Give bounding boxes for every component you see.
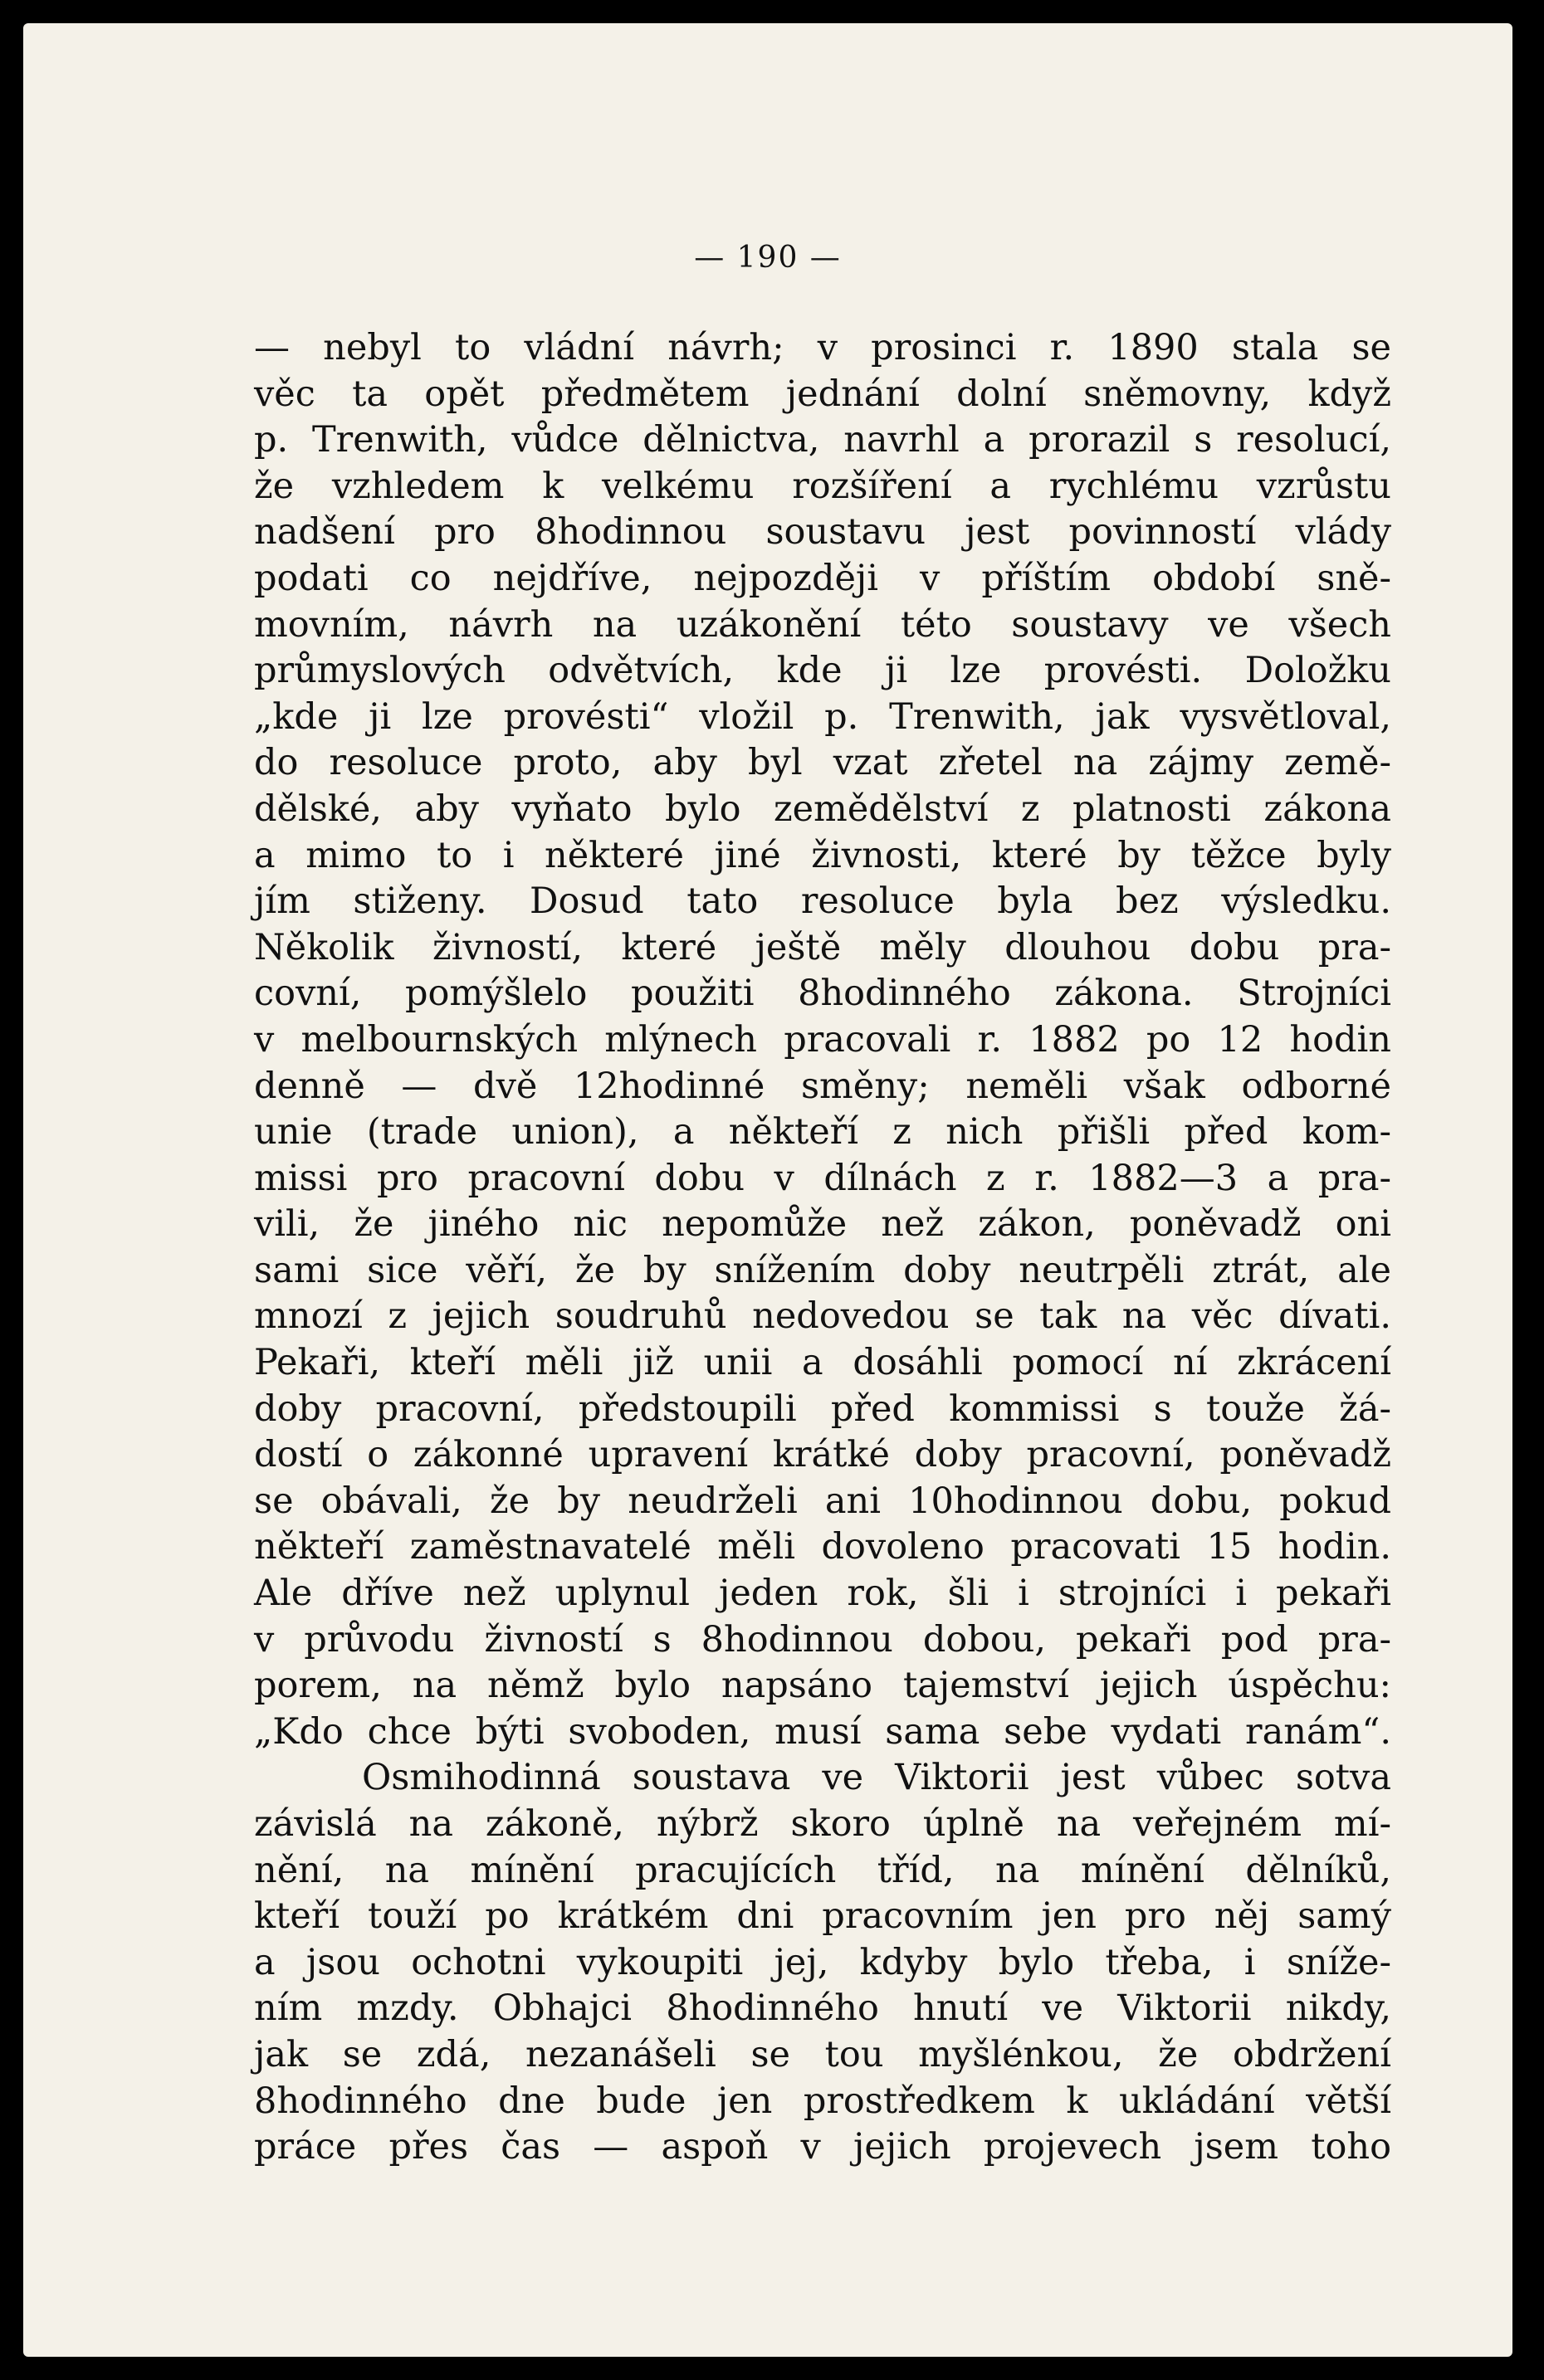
text-line: práce přes čas — aspoň v jejich projevech jsem toho [254, 2126, 1391, 2168]
text-line: v průvodu živností s 8hodinnou dobou, pekaři pod pra- [254, 1618, 1391, 1661]
text-line: věc ta opět předmětem jednání dolní sněmovny, když [254, 373, 1391, 415]
text-line: sami sice věří, že by snížením doby neutrpěli ztrát, ale [254, 1249, 1391, 1291]
text-line: jak se zdá, nezanášeli se tou myšlénkou, že obdržení [254, 2033, 1391, 2075]
text-line: 8hodinného dne bude jen prostředkem k ukládání větší [254, 2080, 1391, 2122]
text-line: někteří zaměstnavatelé měli dovoleno pracovati 15 hodin. [254, 1526, 1391, 1568]
text-line: do resoluce proto, aby byl vzat zřetel na zájmy země- [254, 742, 1391, 784]
text-line: se obávali, že by neudrželi ani 10hodinnou dobu, pokud [254, 1480, 1391, 1522]
text-line: podati co nejdříve, nejpozději v příštím období sně- [254, 557, 1391, 599]
text-line: jím stiženy. Dosud tato resoluce byla bez výsledku. [254, 880, 1391, 923]
text-line: závislá na zákoně, nýbrž skoro úplně na veřejném mí- [254, 1803, 1391, 1845]
text-line: Osmihodinná soustava ve Viktorii jest vůbec sotva [362, 1757, 1391, 1799]
text-line: kteří touží po krátkém dni pracovním jen pro něj samý [254, 1895, 1391, 1938]
text-line: vili, že jiného nic nepomůže než zákon, poněvadž oni [254, 1203, 1391, 1246]
text-line: ním mzdy. Obhajci 8hodinného hnutí ve Viktorii nikdy, [254, 1987, 1391, 2030]
text-line: unie (trade union), a někteří z nich přišli před kom- [254, 1111, 1391, 1153]
text-line: nění, na mínění pracujících tříd, na mínění dělníků, [254, 1849, 1391, 1891]
page-number: — 190 — [694, 241, 842, 275]
text-line: v melbournských mlýnech pracovali r. 1882 po 12 hodin [254, 1018, 1391, 1061]
text-line: denně — dvě 12hodinné směny; neměli však odborné [254, 1065, 1391, 1107]
text-line: dělské, aby vyňato bylo zemědělství z platnosti zákona [254, 788, 1391, 830]
text-line: průmyslových odvětvích, kde ji lze provésti. Doložku [254, 650, 1391, 692]
scanned-page [23, 23, 1512, 2357]
text-line: missi pro pracovní dobu v dílnách z r. 1882—3 a pra- [254, 1157, 1391, 1199]
text-line: a mimo to i některé jiné živnosti, které by těžce byly [254, 834, 1391, 876]
text-line: nadšení pro 8hodinnou soustavu jest povinností vlády [254, 511, 1391, 554]
text-line: mnozí z jejich soudruhů nedovedou se tak na věc dívati. [254, 1295, 1391, 1338]
text-line: že vzhledem k velkému rozšíření a rychlému vzrůstu [254, 465, 1391, 507]
text-line: „Kdo chce býti svoboden, musí sama sebe vydati ranám“. [254, 1710, 1391, 1753]
body-text [254, 325, 1391, 2171]
text-line: doby pracovní, předstoupili před kommissi s touže žá- [254, 1388, 1391, 1430]
text-line: p. Trenwith, vůdce dělnictva, navrhl a prorazil s resolucí, [254, 419, 1391, 461]
text-line: porem, na němž bylo napsáno tajemství jejich úspěchu: [254, 1665, 1391, 1707]
text-line: „kde ji lze provésti“ vložil p. Trenwith, jak vysvětloval, [254, 695, 1391, 738]
text-line: Ale dříve než uplynul jeden rok, šli i strojníci i pekaři [254, 1573, 1391, 1615]
text-line: — nebyl to vládní návrh; v prosinci r. 1890 stala se [254, 327, 1391, 368]
text-line: covní, pomýšlelo použiti 8hodinného zákona. Strojníci [254, 973, 1391, 1015]
text-line: Pekaři, kteří měli již unii a dosáhli pomocí ní zkrácení [254, 1342, 1391, 1384]
text-line: dostí o zákonné upravení krátké doby pracovní, poněvadž [254, 1434, 1391, 1476]
text-line: a jsou ochotni vykoupiti jej, kdyby bylo třeba, i sníže- [254, 1941, 1391, 1983]
text-line: movním, návrh na uzákonění této soustavy ve všech [254, 603, 1391, 646]
text-line: Několik živností, které ještě měly dlouhou dobu pra- [254, 926, 1391, 968]
